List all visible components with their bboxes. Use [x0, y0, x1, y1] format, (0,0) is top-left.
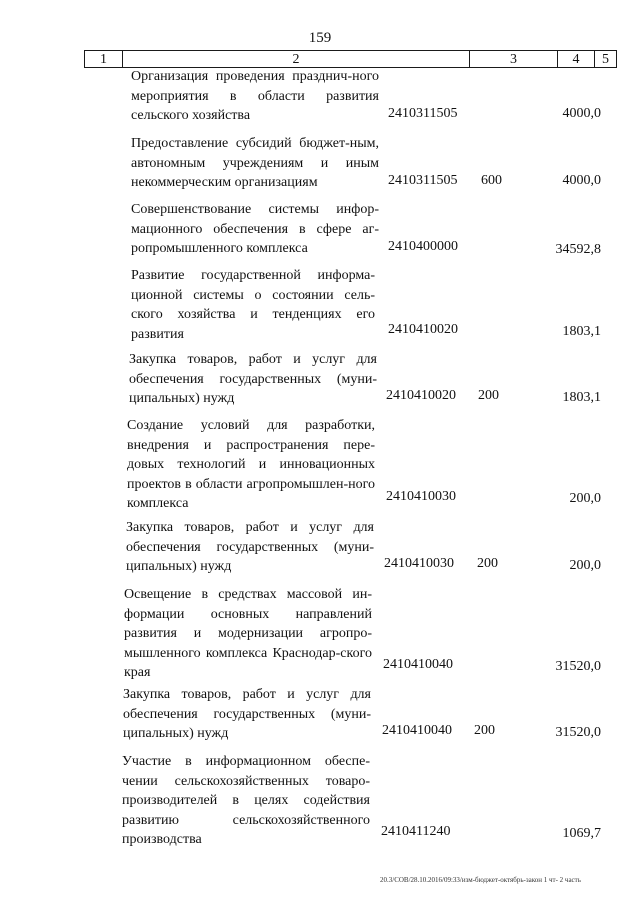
row-amount: 31520,0 [555, 659, 601, 674]
header-col-1: 1 [100, 52, 107, 67]
row-amount: 1069,7 [562, 826, 601, 841]
row-code: 2410410040 [383, 657, 453, 672]
row-description: Освещение в средствах массовой ин-формации основных направлений развития и модернизации агропро-мышленного комплекса Краснодар-ского края [124, 587, 372, 680]
row-amount: 200,0 [569, 491, 601, 506]
table-header [84, 50, 617, 68]
row-code: 2410400000 [388, 239, 458, 254]
footer-file-note: 20.3/СОВ/28.10.2016/09:33/изм-бюджет-октябрь-закон 1 чт- 2 часть [380, 876, 581, 884]
row-amount: 4000,0 [562, 173, 601, 188]
row-description: Участие в информационном обеспе-чении сельскохозяйственных товаро-производителей в целях содействия развитию сельскохозяйственного производства [122, 754, 370, 847]
row-amount: 200,0 [569, 558, 601, 573]
row-vr: 200 [477, 556, 498, 571]
header-col-2: 2 [122, 51, 469, 67]
row-code: 2410410020 [386, 388, 456, 403]
row-code: 2410410030 [384, 556, 454, 571]
row-description: Совершенствование системы инфор-мационного обеспечения в сфере аг-ропромышленного комплекса [131, 202, 379, 256]
row-description: Закупка товаров, работ и услуг для обеспечения государственных (муни-ципальных) нужд [126, 520, 374, 574]
row-amount: 34592,8 [555, 242, 601, 257]
row-vr: 600 [481, 173, 502, 188]
header-col-3: 3 [469, 51, 557, 67]
row-description: Закупка товаров, работ и услуг для обеспечения государственных (муни-ципальных) нужд [123, 687, 371, 741]
row-amount: 4000,0 [562, 106, 601, 121]
row-description: Развитие государственной информа-ционной системы о состоянии сель-ского хозяйства и тенденциях его развития [131, 268, 375, 342]
row-code: 2410411240 [381, 824, 451, 839]
row-code: 2410410040 [382, 723, 452, 738]
header-col-5: 5 [594, 51, 616, 67]
row-vr: 200 [478, 388, 499, 403]
row-code: 2410311505 [388, 106, 458, 121]
page-number: 159 [308, 30, 332, 46]
row-description: Закупка товаров, работ и услуг для обеспечения государственных (муни-ципальных) нужд [129, 352, 377, 406]
row-description: Организация проведения празднич-ного мероприятия в области развития сельского хозяйства [131, 69, 379, 123]
row-description: Создание условий для разработки, внедрения и распространения пере-довых технологий и инновационных проектов в области агропромышлен-ного комплекса [127, 418, 375, 511]
row-code: 2410410030 [386, 489, 456, 504]
row-vr: 200 [474, 723, 495, 738]
row-code: 2410410020 [388, 322, 458, 337]
row-code: 2410311505 [388, 173, 458, 188]
row-amount: 1803,1 [562, 324, 601, 339]
header-col-4: 4 [557, 51, 594, 67]
row-amount: 31520,0 [555, 725, 601, 740]
row-amount: 1803,1 [562, 390, 601, 405]
row-description: Предоставление субсидий бюджет-ным, автономным учреждениям и иным некоммерческим организациям [131, 136, 379, 190]
